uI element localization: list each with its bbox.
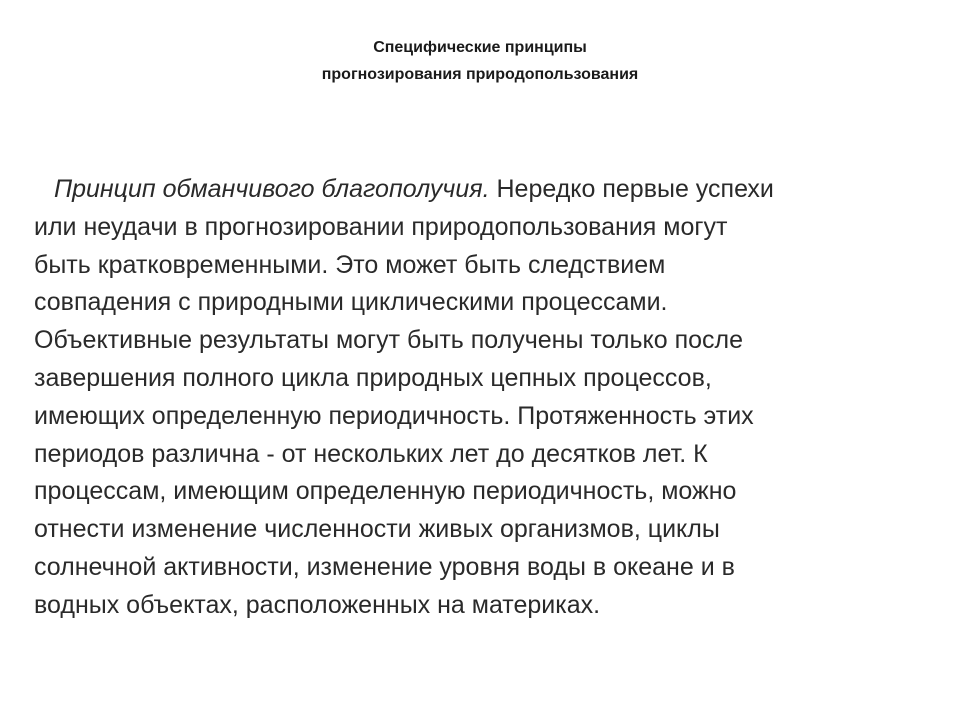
body-line: процессам, имеющим определенную периодичность, можно bbox=[34, 477, 737, 506]
body-line: Объективные результаты могут быть получены только после bbox=[34, 326, 744, 355]
slide-title-line-1: Специфические принципы bbox=[373, 39, 587, 56]
body-line: водных объектах, расположенных на материках. bbox=[34, 590, 601, 619]
body-line: или неудачи в прогнозировании природопользования могут bbox=[34, 212, 728, 241]
body-line: периодов различна - от нескольких лет до десятков лет. К bbox=[34, 439, 708, 468]
body-line: имеющих определенную периодичность. Протяженность этих bbox=[34, 401, 754, 430]
slide-title bbox=[0, 34, 960, 88]
slide-title-line-2: прогнозирования природопользования bbox=[321, 66, 639, 83]
body-line: быть кратковременными. Это может быть следствием bbox=[34, 250, 666, 279]
body-line: совпадения с природными циклическими процессами. bbox=[34, 288, 668, 317]
body-line-1 bbox=[34, 171, 904, 209]
body-line: солнечной активности, изменение уровня воды в океане и в bbox=[34, 552, 735, 581]
body-paragraph bbox=[34, 171, 904, 625]
body-line: отнести изменение численности живых организмов, циклы bbox=[34, 515, 720, 544]
body-line: завершения полного цикла природных цепных процессов, bbox=[34, 363, 712, 392]
principle-name: Принцип обманчивого благополучия. bbox=[54, 175, 490, 203]
first-line-rest: Нередко первые успехи bbox=[489, 175, 774, 203]
